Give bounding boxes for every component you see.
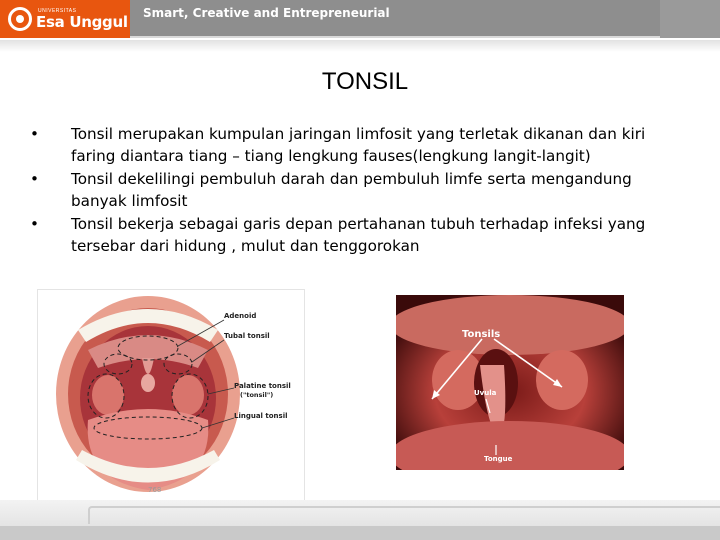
bullet-text: Tonsil merupakan kumpulan jaringan limfosit yang terletak dikanan dan kiri faring diantara tiang – tiang lengkung fauses(lengkung langit-langit): [71, 125, 646, 165]
tonsils-photo-label: Tonsils: [462, 329, 501, 340]
throat-photo-image: [396, 295, 624, 470]
bullet-dot-icon: •: [30, 215, 39, 233]
palatine-tonsil-label: Palatine tonsil: [234, 382, 291, 390]
bullet-dot-icon: •: [30, 170, 39, 188]
bullet-dot-icon: •: [30, 125, 39, 143]
bullet-text: Tonsil bekerja sebagai garis depan pertahanan tubuh terhadap infeksi yang tersebar dari hidung , mulut dan tenggorokan: [71, 215, 646, 255]
left-palatine-tonsil-shape: [92, 375, 124, 415]
tubal-tonsil-label: Tubal tonsil: [224, 332, 270, 340]
lingual-tonsil-label: Lingual tonsil: [234, 412, 288, 420]
uvula-photo-label: Uvula: [474, 389, 497, 397]
adenoid-label: Adenoid: [224, 312, 257, 320]
slide-title: TONSIL: [321, 68, 409, 95]
bullet-text: Tonsil dekelilingi pembuluh darah dan pembuluh limfe serta mengandung banyak limfosit: [71, 170, 632, 210]
right-tonsil-photo-shape: [536, 350, 588, 410]
logo-subtext: UNIVERSITAS: [38, 7, 77, 14]
university-logo[interactable]: [0, 0, 130, 38]
bullet-item: [30, 124, 690, 167]
header-shadow: [0, 40, 720, 52]
bullet-item: [30, 214, 690, 257]
throat-photo-illustration: [396, 295, 624, 470]
footer-decor-line: [88, 506, 720, 524]
palatine-tonsil-sublabel: ("tonsil"): [240, 391, 274, 399]
header-tagline: Smart, Creative and Entrepreneurial: [143, 6, 390, 20]
logo-mark-icon: [8, 7, 32, 31]
palate-photo-shape: [396, 295, 624, 355]
bullet-list: [30, 124, 690, 259]
header-corner-block: [660, 0, 720, 38]
tongue-photo-label: Tongue: [484, 455, 513, 463]
uvula-tip-shape: [141, 374, 155, 392]
tonsil-diagram-illustration: [38, 290, 306, 502]
bullet-item: [30, 169, 690, 212]
tonsil-diagram-image: [37, 289, 305, 501]
logo-name: Esa Unggul: [36, 12, 128, 31]
header-bar: [0, 0, 720, 38]
footer-bottom-strip: [0, 526, 720, 540]
figure-number: 768: [148, 486, 162, 494]
